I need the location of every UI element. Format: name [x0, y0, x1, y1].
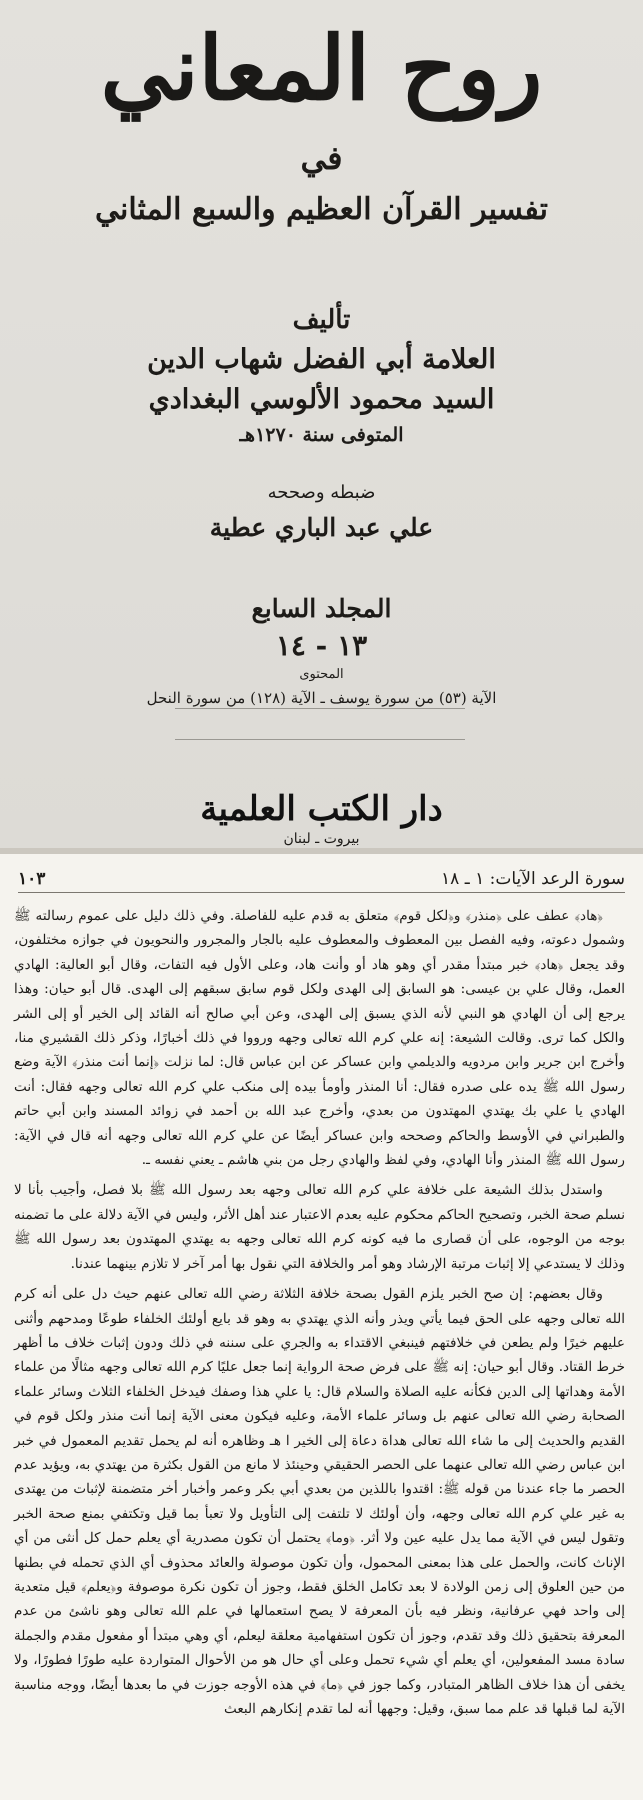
running-title: سورة الرعد الآيات: ١ ـ ١٨ [441, 869, 625, 889]
publisher-logo: دار الكتب العلمية [200, 789, 443, 829]
editor-name: علي عبد الباري عطية [209, 513, 434, 542]
editor-label: ضبطه وصححه [267, 482, 376, 503]
editor-block [0, 478, 643, 548]
author-name-line1: العلامة أبي الفضل شهاب الدين [147, 344, 496, 375]
publisher-place: بيروت ـ لبنان [283, 831, 360, 847]
title-connector: في [300, 139, 343, 177]
paragraph [14, 1178, 625, 1276]
text-page [0, 854, 643, 1800]
paragraph [14, 904, 625, 1172]
page-header [18, 866, 625, 893]
library-stamp-mark [175, 708, 465, 740]
author-block [0, 300, 643, 450]
contents-text: الآية (٥٣) من سورة يوسف ـ الآية (١٢٨) من سورة النحل [146, 689, 497, 707]
paragraph-text: وقال بعضهم: إن صح الخبر يلزم القول بصحة خلافة الثلاثة رضي الله تعالى عنهم حيث دل على أنه كرم الله تعالى وجهه على الحق فيما يأتي ويذر وأنه الذي يهتدي به وهو قد بايع أولئك الخلفاء طوعًا ومدحهم وأثنى عليهم خيرًا ولم يطعن في خلافتهم فينبغي الاقتداء به والجري على سننه في ذلك ودون إثبات خلاف ما أظهر خرط القتاد. وقال أبو حيان: إنه ﷺ على فرض صحة الرواية إنما جعل عليًا كرم الله تعالى وجهه مثالًا من علماء الأمة وهداتها إلى الدين فكأنه عليه الصلاة والسلام قال: يا علي هذا وصفك فيدخل الخلفاء الثلاث وسائر علماء الصحابة رضي الله تعالى عنهم بل وسائر علماء الأمة، وعليه فيكون معنى الآية إنما أنت منذر ولكل قوم في القديم والحديث إلى ما شاء الله تعالى هداة دعاة إلى الخير ا هـ وظاهره أنه لم يحمل تقديم المعمول في خبر ابن عباس رضي الله تعالى عنهما على الحصر الحقيقي وحينئذ لا مانع من القول بكثرة من يهتدي به، ويؤيد عدم الحصر ما جاء عندنا من قوله ﷺ: اقتدوا باللذين من بعدي أبي بكر وعمر وأخبار أخر متضمنة لإثبات من يهتدى به غير علي كرم الله تعالى وجهه، وأن أولئك لا تلتفت إلى التأويل ولا تعبأ بما قيل وتكتفي بمنع صحة الخبر وتقول ليس في الآية مما يدل عليه عين ولا أثر. [14, 1286, 625, 1547]
author-label: تأليف [292, 305, 351, 335]
paragraph-text: ﴿هاد﴾ عطف على ﴿منذر﴾ و﴿لكل قوم﴾ متعلق به قدم عليه للفاصلة. وفي ذلك دليل على عموم رسالته ﷺ وشمول دعوته، وفيه الفصل بين المعطوف والمعطوف عليه بالجار والمجرور والنحويون في جوازه مختلفون، وقد يجعل ﴿هاد﴾ خبر مبتدأ مقدر أي وهو هاد أو وأنت هاد، وعلى الأول فيه التفات، وقال أبو العالية: الهادي العمل، وقال علي بن عيسى: هو السابق إلى الهدى ولكل قوم سابق سبقهم إلى الهدى. قال أبو حيان: وهذا يرجع إلى أن الهادي هو النبي لأنه الذي يسبق إلى الهدى، وعن أبي صالح أنه القائد إلى الخير أو إلى الشر والكل كما ترى. وقالت الشيعة: إنه علي كرم الله تعالى وجهه ورووا في ذلك أخبارًا، وذكر ذلك القشيري منا، وأخرج ابن جرير وابن مردويه والديلمي وابن عساكر عن ابن عباس قال: لما نزلت ﴿إنما أنت منذر﴾ الآية وضع رسول الله ﷺ يده على صدره فقال: أنا المنذر وأومأ بيده إلى منكب علي كرم الله تعالى وجهه فقال: أنت الهادي يا علي بك يهتدي المهتدون من بعدي، وأخرج عبد الله بن أحمد في زوائد المسند وابن أبي حاتم والطبراني في الأوسط والحاكم وصححه وابن عساكر أيضًا عن علي كرم الله تعالى وجهه أنه قال في الآية: رسول الله ﷺ المنذر وأنا الهادي، وفي لفظ والهادي رجل من بني هاشم ـ يعني نفسه ـ. [14, 908, 625, 1169]
paragraph [14, 1282, 625, 1721]
volume-label: المجلد السابع [251, 594, 392, 623]
body-text [14, 904, 625, 1727]
paragraph-text: ﴿وما﴾ يحتمل أن تكون مصدرية أي يعلم حمل كل أنثى من أي الإناث كانت، والحمل على هذا بمعنى المحمول، وأن تكون موصولة والعائد محذوف أي الذي تحمله في بطنها من حين العلوق إلى زمن الولادة لا بعد تكامل الخلق فقط، وجوز أن تكون نكرة موصوفة و﴿يعلم﴾ قيل متعدية إلى واحد فهي عرفانية، ونظر فيه بأن المعرفة لا يصح استعمالها في علم الله تعالى وهو ناشئ من عدم المعرفة بتحقيق ذلك وقد تقدم، وجوز أن تكون استفهامية معلقة ليعلم، أي وهي مبتدأ أو مفعول مقدم والجملة سادة مسد المفعولين، أي يعلم أي شيء تحمل وعلى أي حال هو من الأحوال المتواردة عليه طورًا فطورًا، ولا يخفى أن هذا خلاف الظاهر المتبادر، وكما جوز في ﴿ما﴾ في هذه الأوجه جوزت في ما بعدها أيضًا، ووجه مناسبة الآية لما قبلها قد علم مما سبق، وقيل: وجهها أنه لما تقدم إنكارهم البعث [14, 1530, 625, 1717]
publisher-block [0, 788, 643, 848]
paragraph-text: واستدل بذلك الشيعة على خلافة علي كرم الله تعالى وجهه بعد رسول الله ﷺ بلا فصل، وأجيب بأنا لا نسلم صحة الخبر، وتصحيح الحاكم محكوم عليه بعدم الاعتبار عند أهل الأثر، وليس في الآية دلالة على ما تضمنه بوجه من الوجوه، على أن قصارى ما فيه كونه كرم الله تعالى وجهه به يهتدي المهتدون بعد رسول الله ﷺ وذلك لا يستدعي إلا إثبات مرتبة الإرشاد وهو أمر والخلافة التي نقول بها أمر آخر لا تلازم بينهما عندنا. [14, 1182, 625, 1272]
book-cover [0, 0, 643, 848]
volume-parts: ١٣ - ١٤ [275, 629, 368, 662]
contents-label: المحتوى [299, 667, 344, 682]
volume-block [0, 590, 643, 710]
author-death-date: المتوفى سنة ١٢٧٠هـ [239, 424, 404, 446]
author-name-line2: السيد محمود الألوسي البغدادي [148, 384, 495, 415]
book-title: روح المعاني [100, 16, 543, 120]
book-subtitle: تفسير القرآن العظيم والسبع المثاني [95, 192, 548, 227]
page-number: ١٠٣ [18, 869, 46, 889]
